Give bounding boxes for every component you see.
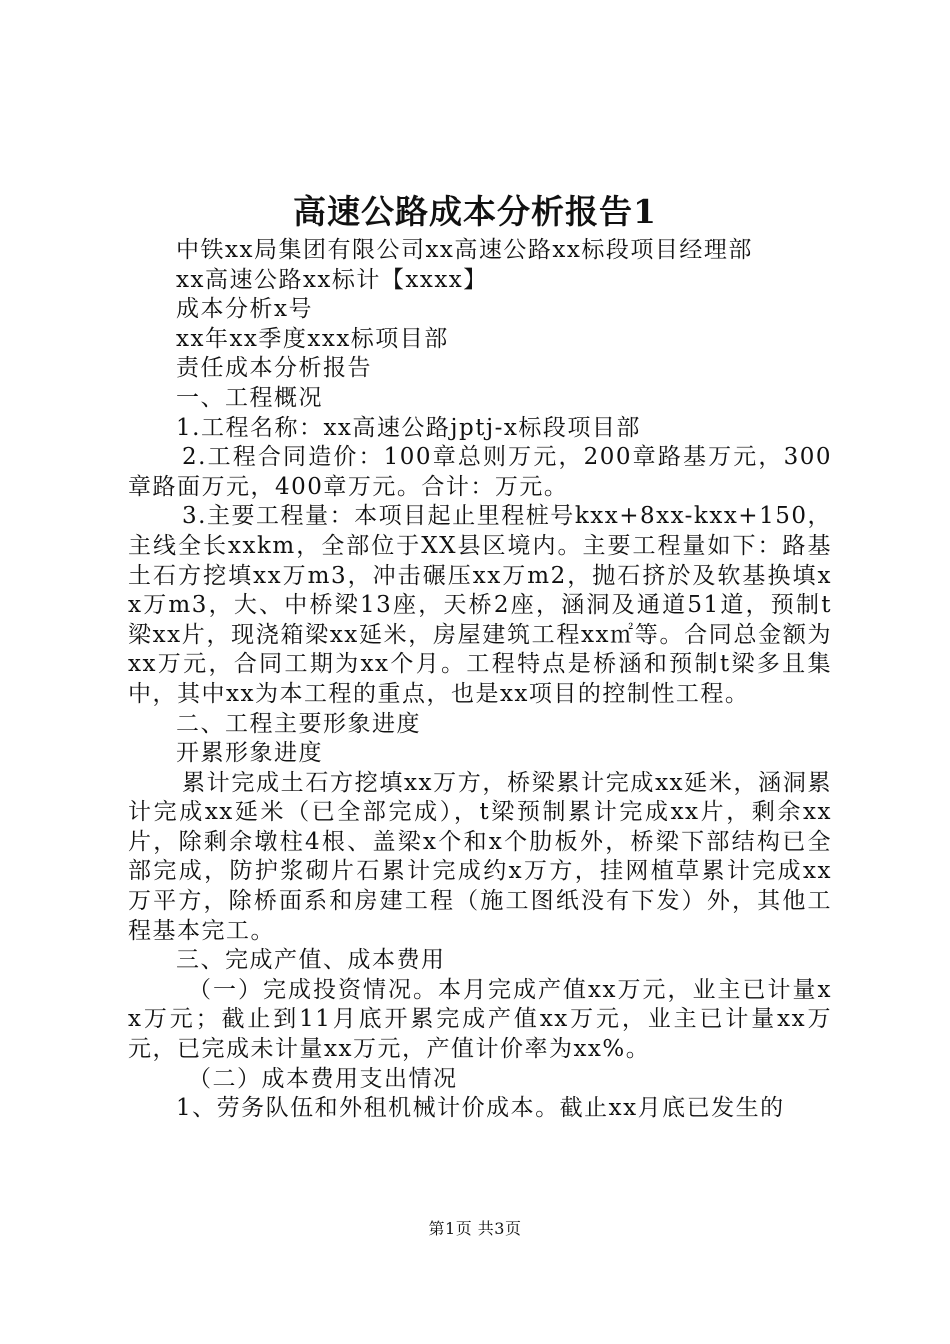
paragraph-labor-machinery: 1、劳务队伍和外租机械计价成本。截止xx月底已发生的 bbox=[176, 1095, 785, 1122]
section-heading-progress: 二、工程主要形象进度 bbox=[176, 710, 421, 737]
paragraph-cumulative-progress: 累计完成土石方挖填xx万方，桥梁累计完成xx延米，涵洞累计完成xx延米（已全部完成），t梁预制累计完成xx片，剩余xx片，除剩余墩柱4根、盖梁x个和x个肋板外，桥梁下部结构已全部完成，防护浆砌片石累计完成约x万方，挂网植草累计完成xx万平方，除桥面系和房建工程（施工图纸没有下发）外，其他工程基本完工。 bbox=[128, 769, 832, 944]
paragraph-analysis-number: 成本分析x号 bbox=[176, 296, 313, 323]
paragraph-cumulative-progress-label: 开累形象进度 bbox=[176, 740, 323, 767]
paragraph-issuer: 中铁xx局集团有限公司xx高速公路xx标段项目经理部 bbox=[176, 237, 753, 263]
document-body bbox=[128, 236, 832, 1124]
section-heading-output-cost: 三、完成产值、成本费用 bbox=[176, 947, 446, 974]
paragraph-doc-number: xx高速公路xx标计【xxxx】 bbox=[176, 266, 488, 293]
page-footer: 第1页 共3页 bbox=[428, 1219, 522, 1238]
paragraph-cost-expenditure: （二）成本费用支出情况 bbox=[188, 1065, 458, 1092]
paragraph-period: xx年xx季度xxx标项目部 bbox=[176, 325, 449, 352]
document-title: 高速公路成本分析报告1 bbox=[293, 192, 657, 231]
paragraph-main-quantities: 3.主要工程量：本项目起止里程桩号kxx+8xx-kxx+150，主线全长xxkm，全部位于XX县区境内。主要工程量如下：路基土石方挖填xx万m3，冲击碾压xx万m2，抛石挤於及软基换填xx万m3，大、中桥梁13座，天桥2座，涵洞及通道51道，预制t梁xx片，现浇箱梁xx延米，房屋建筑工程xx㎡等。合同总金额为xx万元，合同工期为xx个月。工程特点是桥涵和预制t梁多且集中，其中xx为本工程的重点，也是xx项目的控制性工程。 bbox=[128, 503, 832, 707]
paragraph-report-name: 责任成本分析报告 bbox=[176, 355, 372, 382]
paragraph-investment: （一）完成投资情况。本月完成产值xx万元，业主已计量xx万元；截止到11月底开累完成产值xx万元，业主已计量xx万元，已完成未计量xx万元，产值计价率为xx%。 bbox=[128, 976, 832, 1063]
paragraph-contract-cost: 2.工程合同造价：100章总则万元，200章路基万元，300章路面万元，400章万元。合计：万元。 bbox=[128, 444, 832, 500]
section-heading-overview: 一、工程概况 bbox=[176, 384, 323, 411]
paragraph-project-name: 1.工程名称：xx高速公路jptj-x标段项目部 bbox=[176, 414, 641, 441]
